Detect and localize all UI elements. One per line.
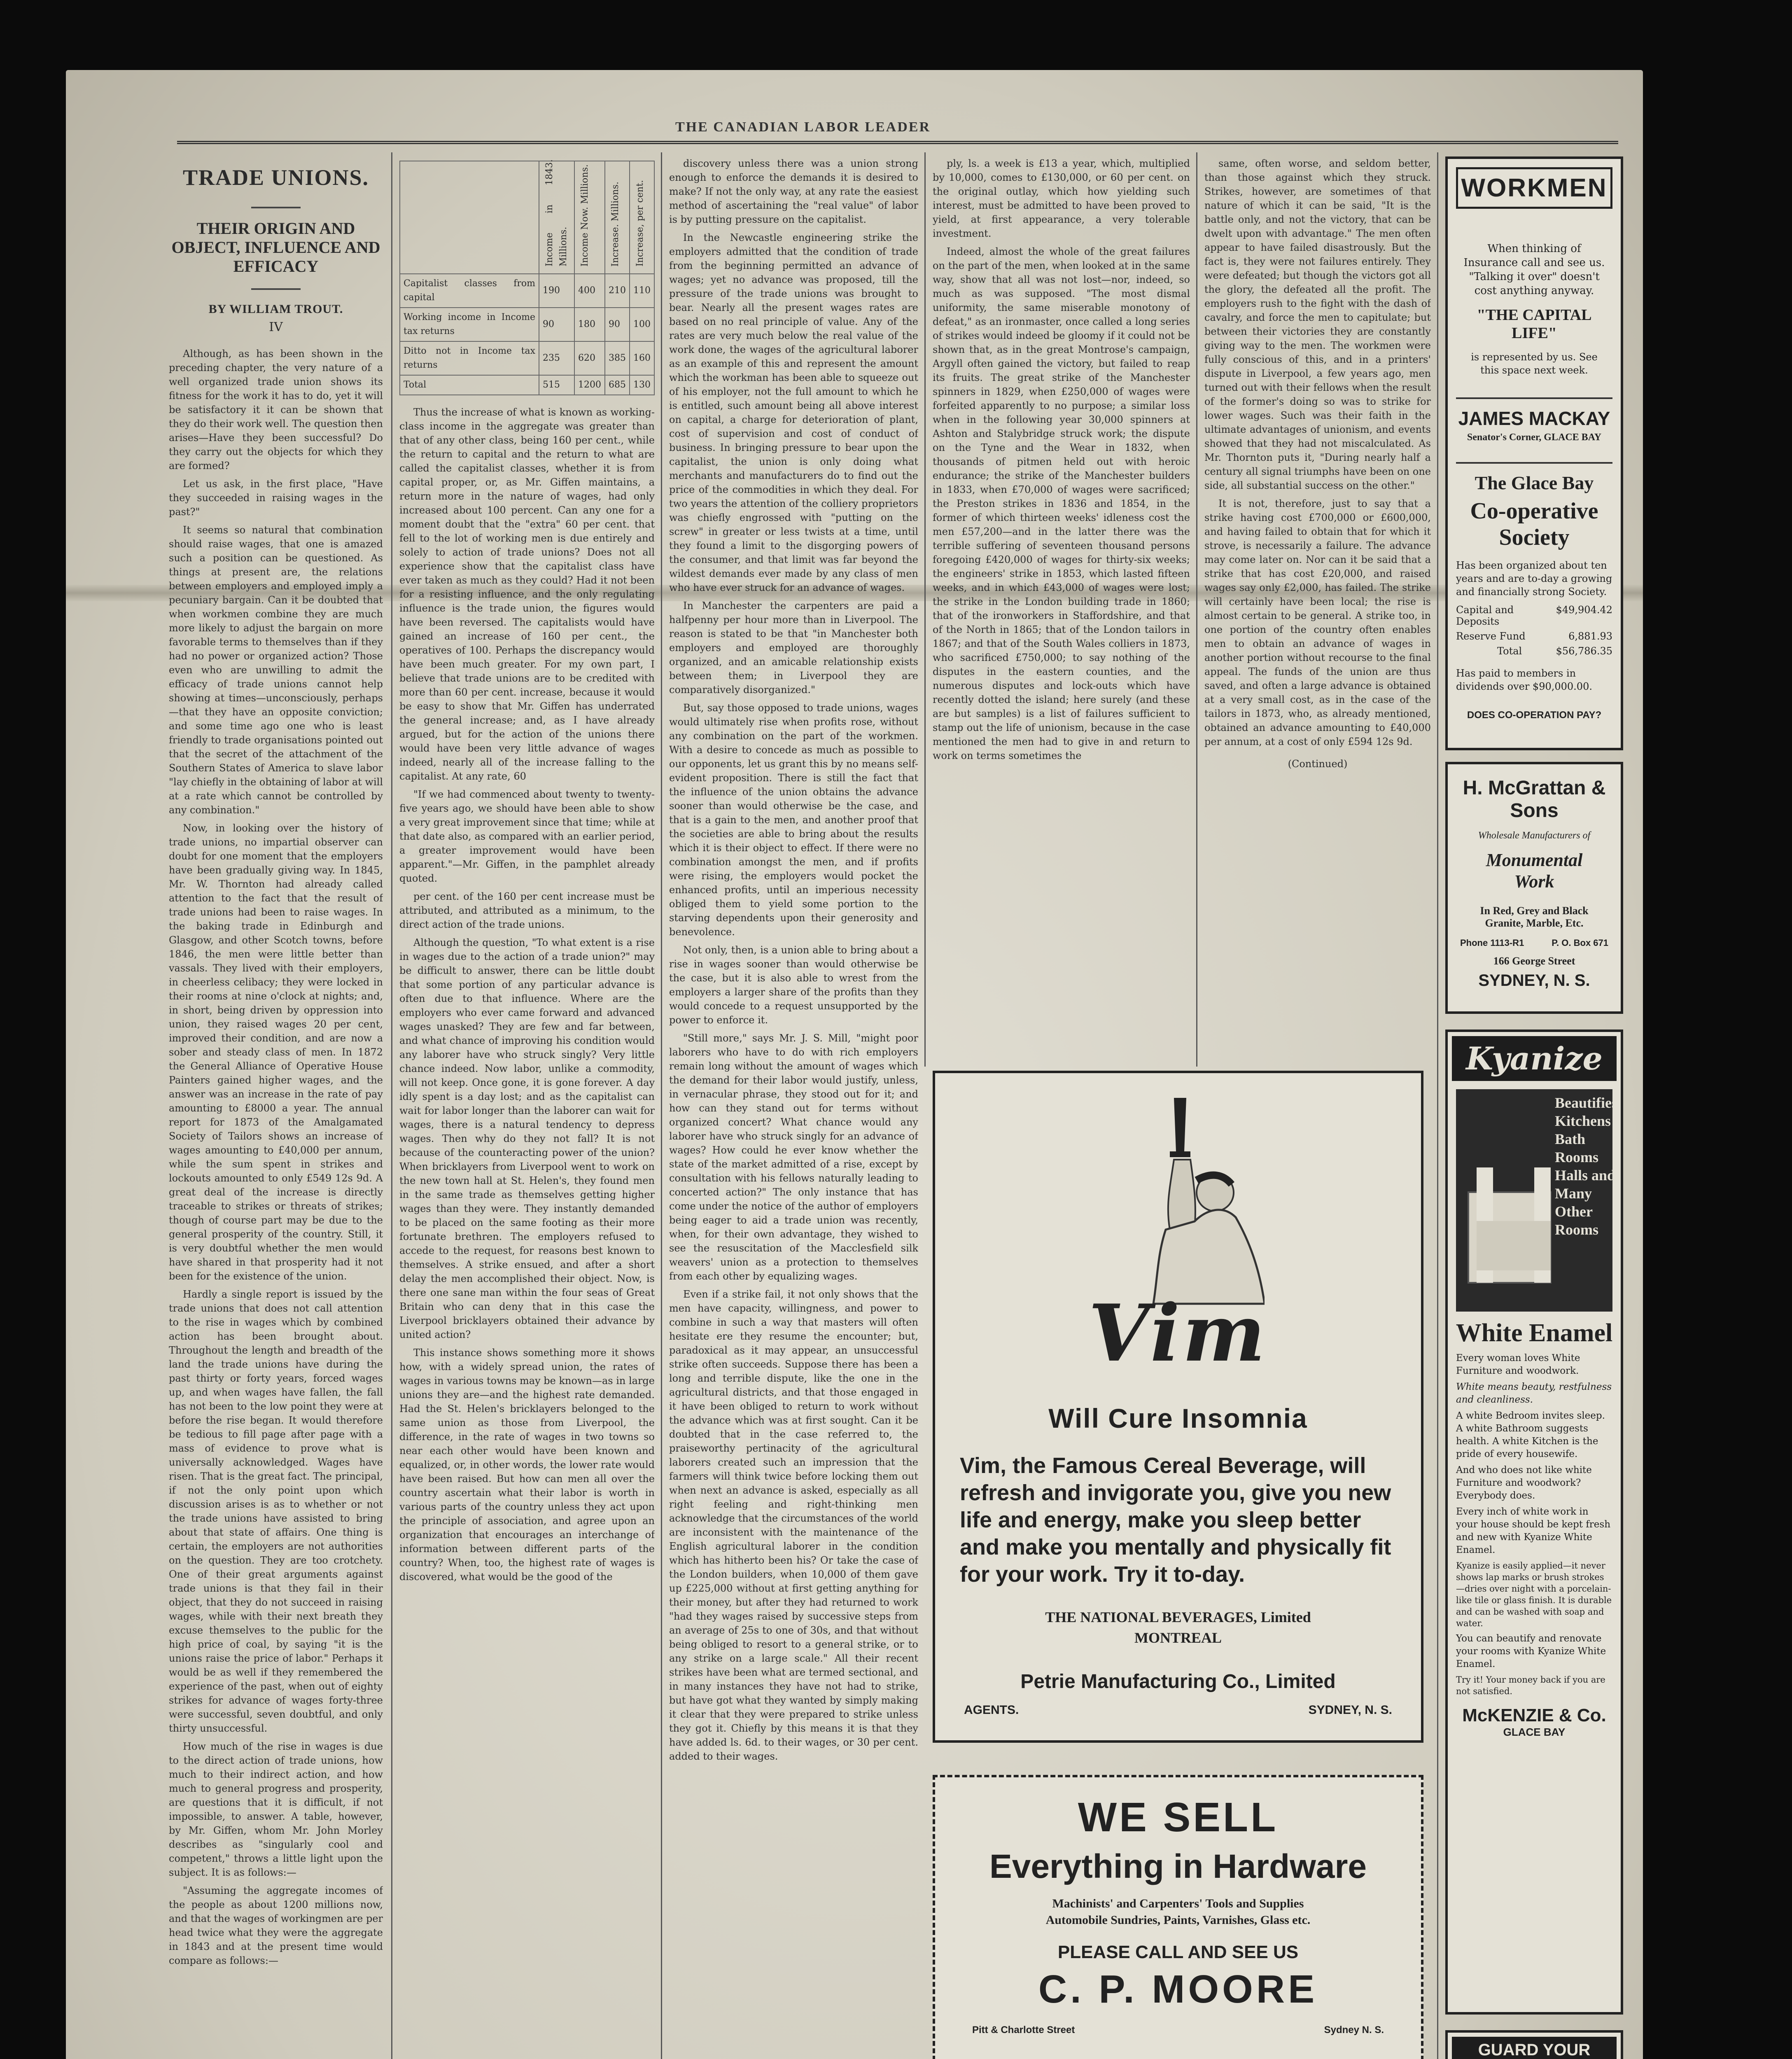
hardware-call: PLEASE CALL AND SEE US [1057, 1942, 1299, 1962]
kyanize-line: A white Bedroom invites sleep. A white Bathroom suggests health. A white Kitchen is the pride of every housewife. [1456, 1410, 1605, 1459]
paragraph: Not only, then, is a union able to bring about a rise in wages sooner than would otherwise be the case, but it is also able to wrest from the employers a larger share of the profits than they would concede to a request unsupported by the power to enforce it. [669, 944, 918, 1026]
mcgrattan-name: H. McGrattan & Sons [1463, 777, 1606, 822]
paragraph: Now, in looking over the history of trade unions, no impartial observer can doubt for one moment that the employers have been gradually giving way. In 1845, Mr. W. Thornton had already called attention to the fact that the result of trade unions had been to raise wages. In the baking trade in Edinburgh and Glasgow, and other Scotch towns, before 1846, the men were little better than vassals. They lived with their employers, in cheerless celibacy; they were locked in their rooms at nine o'clock at nights; and, in short, being driven by oppression into union, they raised wages 20 per cent, improved their condition, and are now a sober and steady class of men. In 1872 the General Alliance of Operative House Painters gained higher wages, and the answer was an increase in the rate of pay amounting to £8000 a year. The annual report for 1873 of the Amalgamated Society of Tailors shows an increase of wages amounting to £40,000 per annum, while the sum spent in strikes and lockouts amounted to only £549 12s 9d. A great deal of the increase is directly traceable to strikes or threats of strikes; though of course part may be due to the general prosperity of the country. Still, it is very doubtful whether the men would have shared in that prosperity had it not been for the existence of the union. [169, 822, 383, 1282]
table-header-row [400, 161, 654, 274]
kyanize-product: White Enamel [1456, 1319, 1613, 1347]
mcgrattan-product: Monumental Work [1486, 850, 1583, 892]
kyanize-line: Every inch of white work in your house should be kept fresh and new with Kyanize White Enamel. [1456, 1506, 1611, 1555]
coop-capital-value: $49,904.42 [1556, 604, 1612, 616]
optics-ad [1445, 2030, 1623, 2059]
hardware-title: WE SELL [1078, 1794, 1279, 1840]
table-cell: 180 [574, 308, 605, 341]
workmen-company: "THE CAPITAL LIFE" [1477, 306, 1592, 342]
coop-dividends: Has paid to members in dividends over $90,000.00. [1456, 668, 1592, 692]
paragraph: "If we had commenced about twenty to twenty-five years ago, we should have been able to show a very great improvement since that time; while at that date also, as compared with an earlier period, a greater improvement would have been apparent."—Mr. Giffen, in the pamphlet already quoted. [399, 789, 655, 884]
table-cell: 235 [539, 341, 574, 375]
article-title: TRADE UNIONS. [182, 165, 369, 190]
kyanize-logo: Kyanize [1452, 1036, 1617, 1081]
column-rule [661, 152, 662, 2059]
table-cell: 1200 [574, 375, 605, 395]
workmen-address: Senator's Corner, GLACE BAY [1467, 432, 1602, 443]
mcgrattan-street: 166 George Street [1493, 955, 1575, 967]
workmen-note: is represented by us. See this space next week. [1471, 351, 1598, 376]
coop-capital-row [1448, 602, 1621, 629]
mcgrattan-materials: In Red, Grey and Black Granite, Marble, Etc. [1480, 905, 1589, 929]
workmen-body: When thinking of Insurance call and see us. "Talking it over" doesn't cost anything anyway. [1463, 243, 1605, 297]
row-label: Ditto not in Income tax returns [400, 341, 539, 375]
article-subtitle: THEIR ORIGIN AND OBJECT, INFLUENCE AND EFFICACY [171, 219, 380, 275]
column-rule [1196, 152, 1197, 1067]
hardware-street: Pitt & Charlotte Street [972, 2024, 1075, 2036]
paragraph: Let us ask, in the first place, "Have they succeeded in raising wages in the past?" [169, 478, 383, 518]
mcgrattan-contact-row [1448, 934, 1621, 952]
vim-maker: THE NATIONAL BEVERAGES, Limited [1045, 1609, 1311, 1625]
paragraph: Thus the increase of what is known as working-class income in the aggregate was greater than that of any other class, being 160 per cent., while the return to capital and the return to what are called the capitalist classes, whether it is from capital proper, or, as Mr. Giffen maintains, a return more in the nature of wages, had only increased about 100 percent. Can any one for a moment doubt that the "extra" 60 per cent. that fell to the lot of working men is due entirely and solely to action of trade unions? Does not all experience show that the capitalist class have ever taken as much as they could? Had it not been for a resisting influence, and the only regulating influence is the trade union, the figures would have been reversed. The capitalists would have gained an increase of 160 per cent., the operatives of 100. Perhaps the discrepancy would have been much greater. For my own part, I believe that trade unions are to be credited with more than 60 per cent. increase, because it would be easy to show that Mr. Giffen has underrated the general increase; and, as I have already argued, but for the action of the unions there would have been very little advance of wages indeed, nearly all of the increase falling to the capitalist. At any rate, 60 [399, 406, 655, 782]
table-cell: 210 [605, 274, 630, 308]
kyanize-town: GLACE BAY [1503, 1726, 1566, 1738]
paragraph: But, say those opposed to trade unions, wages would ultimately rise when profits rose, without any combination on the part of the workmen. With a desire to concede as much as possible to our opponents, let us grant this by no means self-evident proposition. There is still the fact that the influence of the union obtains the advance sooner than would otherwise be the case, and that is a gain to the men, and another proof that the societies are able to bring about the results which it is their object to effect. If there were no combination amongst the men, and if profits were rising, the employers would pocket the enhanced profits, until an imperious necessity obliged them to yield some portion to the starving dependents upon their generosity and benevolence. [669, 702, 918, 938]
kyanize-line: Every woman loves White Furniture and woodwork. [1456, 1353, 1580, 1376]
table-header: Increase, per cent. [630, 161, 654, 274]
table-cell: 685 [605, 375, 630, 395]
hardware-city: Sydney N. S. [1324, 2024, 1384, 2036]
coop-reserve-value: 6,881.93 [1568, 630, 1612, 642]
continued-label: (Continued) [1288, 758, 1348, 770]
title-rule [251, 207, 301, 208]
paragraph: "Assuming the aggregate incomes of the people as about 1200 millions now, and that the wages of workingmen are per head twice what they were the aggregate in 1843 and at the present time would compare as follows:— [169, 1885, 383, 1966]
running-head: THE CANADIAN LABOR LEADER [675, 119, 931, 135]
hardware-line-1: Machinists' and Carpenters' Tools and Supplies [1052, 1897, 1304, 1910]
kyanize-line: And who does not like white Furniture and woodwork? Everybody does. [1456, 1465, 1592, 1501]
kyanize-line: You can beautify and renovate your rooms with Kyanize White Enamel. [1456, 1633, 1606, 1669]
vim-agent: Petrie Manufacturing Co., Limited [1020, 1671, 1336, 1692]
income-table [399, 161, 655, 395]
raised-arm-figure-illustration [1092, 1081, 1265, 1312]
vim-body: Vim, the Famous Cereal Beverage, will refresh and invigorate you, give you new life and energy, make you sleep better and make you mentally and physically fit for your work. Try it to-day. [960, 1453, 1391, 1587]
coop-question: DOES CO-OPERATION PAY? [1467, 710, 1602, 721]
article-part-number: IV [269, 320, 283, 334]
column-rule [391, 152, 392, 2059]
table-cell: 110 [630, 274, 654, 308]
vim-agents-label: AGENTS. [964, 1703, 1019, 1717]
mcgrattan-city: SYDNEY, N. S. [1478, 971, 1590, 990]
hardware-line-2: Automobile Sundries, Paints, Varnishes, Glass etc. [1045, 1913, 1311, 1927]
coop-total-value: $56,786.35 [1556, 645, 1612, 657]
mcgrattan-ad [1445, 762, 1623, 1014]
table-cell: 130 [630, 375, 654, 395]
row-label: Capitalist classes from capital [400, 274, 539, 308]
paragraph: How much of the rise in wages is due to the direct action of trade unions, how much to their indirect action, and how much to general progress and prosperity, are questions that it is difficult, if not impossible, to answer. A table, however, by Mr. Giffen, whom Mr. John Morley describes as "singularly cool and competent," throws a little light upon the subject. It is as follows:— [169, 1741, 383, 1878]
paragraph: Even if a strike fail, it not only shows that the men have capacity, willingness, and power to combine in such a way that masters will often hesitate ere they resume the encounter; but, paradoxical as it may appear, an unsuccessful strike often succeeds. Suppose there has been a long and terrible dispute, like the one in the agricultural districts, and that those engaged in it have been obliged to return to work without the advance which was at first sought. Can it be doubted that in the case referred to, the praiseworthy pertinacity of the agricultural laborers created such an impression that the farmers will think twice before locking them out when next an advance is asked, especially as all right feeling and right-thinking men acknowledge that the circumstances of the world are inconsistent with the maintenance of the English agricultural laborer in the condition which has hitherto been his? Or take the case of the London builders, when 10,000 of them gave up £225,000 without at first getting anything for their money, but after they had returned to work "had they wages raised by successive steps from an average of 25s to one of 30s, and that without being obliged to resort to a general strike, or to any strike on a large scale." All their recent strikes have been what are termed sectional, and in many instances they have not had to strike, but have got what they wanted by simply making it clear that they were prepared to strike unless they got it. Chiefly by this means it is that they have added ls. 6d. to their wages, or 30 per cent. added to their wages. [669, 1289, 918, 1762]
table-cell: 385 [605, 341, 630, 375]
kyanize-line: White means beauty, restfulness and cleanliness. [1456, 1382, 1612, 1405]
vim-agent-city: SYDNEY, N. S. [1308, 1703, 1392, 1717]
table-header: Increase. Millions. [605, 161, 630, 274]
kyanize-line: Kyanize is easily applied—it never shows lap marks or brush strokes—dries over night with a porcelain-like tile or glass finish. It is durable and can be washed with soap and water. [1456, 1561, 1612, 1628]
paragraph: In the Newcastle engineering strike the employers admitted that the condition of trade from the beginning permitted an advance of wages; yet no advance was proposed, till the pressure of the trade unions was brought to bear. Nearly all the present wages rates are based on no real principle of value. Any of the rates are very much below the real value of the work done, the wages of the agricultural laborer as an example of this and represent the amount which the workman has been able to squeeze out of his employer, not the full amount to which he is entitled, such amount being all above interest on capital, a charge for deterioration of plant, cost of supervision and cost of conduct of business. In bringing pressure to bear upon the capitalist, the union is only doing what merchants and manufacturers do to find out the price of the commodities in which they deal. For two years the attention of the colliery proprietors was chiefly engrossed with "putting on the screw" in greater or less twists at a time, until they found a limit to the disgorging powers of the consumer, and that limit was far beyond the wildest demands ever made by any class of men who have ever struck for an advance of wages. [669, 232, 918, 593]
paragraph: ply, ls. a week is £13 a year, which, multiplied by 10,000, comes to £130,000, or 60 per cent. on the original outlay, which how yielding such interest, must be admitted to have been proved to yield, at first appearance, a very tolerable investment. [933, 158, 1190, 239]
coop-title-2: Co-operative Society [1470, 498, 1598, 550]
coop-title-1: The Glace Bay [1475, 472, 1594, 493]
row-label: Working income in Income tax returns [400, 308, 539, 341]
coop-total-row [1448, 644, 1621, 658]
paragraph: discovery unless there was a union strong enough to enforce the demands it is desired to make? If not the only way, at any rate the easiest method of ascertaining the "real value" of labor is by putting pressure on the capitalist. [669, 158, 918, 225]
article-byline: BY WILLIAM TROUT. [208, 302, 343, 316]
paragraph: per cent. of the 160 per cent increase must be attributed, and attributed as a minimum, to the direct action of the trade unions. [399, 891, 655, 930]
table-cell: 400 [574, 274, 605, 308]
table-cell: 515 [539, 375, 574, 395]
paragraph: In Manchester the carpenters are paid a halfpenny per hour more than in Liverpool. The reason is stated to be that "in Manchester both employers and employed are thoroughly organized, and an amicable relationship exists between them; in Liverpool they are comparatively disorganized." [669, 600, 918, 696]
table-cell: 160 [630, 341, 654, 375]
table-header: Income Now. Millions. [574, 161, 605, 274]
table-header: Income in 1843. Millions. [539, 161, 574, 274]
vim-logo: Vim [1088, 1287, 1268, 1379]
coop-capital-label: Capital and Deposits [1456, 604, 1514, 627]
coop-body: Has been organized about ten years and are to-day a growing and financially strong Society. [1456, 560, 1612, 598]
vim-ad [933, 1071, 1423, 1743]
paragraph: This instance shows something more it shows how, with a widely spread union, the rates of wages in various towns may be known—as in large unions they are—and the highest rate demanded. Had the St. Helen's bricklayers belonged to the same union as those from Liverpool, the difference, in the rate of wages in two towns so near each other would have been known and equalized, or, in other words, the lower rate would have been raised. But how can men all over the country ascertain what their labor is worth in various parts of the country unless they act upon the principle of association, and agree upon an organization that encourages an interchange of information between different parts of the country? When, too, the highest rate of wages is discovered, what would be the good of the [399, 1347, 655, 1583]
newspaper-page [66, 70, 1643, 2059]
paragraph: same, often worse, and seldom better, than those against which they struck. Strikes, however, are sometimes of that nature of which it can be said, "It is the battle only, and not the victory, that can be dwelt upon with advantage." The men often appear to have failed disastrously. But the fact is, they were not failures entirely. They were defeated; but though the victors got all the glory, the defeated all the profit. The employers rush to the fight with the dash of cavalry, and force the men to capitulate; but between their victories they are constantly giving way to the men. The workmen were fully conscious of this, and in a printers' dispute in Liverpool, a few years ago, men turned out with their fellows when the result of the former's doing so was to strike for lower wages. Such was their faith in the ultimate advantages of unionism, and events showed that they had not miscalculated. As Mr. Thornton puts it, "During nearly half a century all signal triumphs have been on one side, all substantial success on the other." [1204, 158, 1431, 491]
article-column-5 [1204, 156, 1431, 1062]
table-corner [400, 161, 539, 274]
kyanize-dealer: McKENZIE & Co. [1462, 1705, 1606, 1725]
paragraph: Although the question, "To what extent is a rise in wages due to the action of a trade union?" may be difficult to answer, there can be little doubt that some portion of any particular advance is often due to that influence. Where are the employers who ever came forward and advanced wages unasked? They are few and far between, and what chance of improving his condition would any laborer have who struck singly? Very little chance indeed. Now labor, unlike a commodity, will not keep. Once gone, it is gone forever. A day idly spent is a day lost; and as the capitalist can wait for labor longer than the laborer can wait for wages, there is a natural tendency to depress wages. Then why do they not fall? It is not because of the counteracting power of the union? When bricklayers from Liverpool went to work on the new town hall at St. Helen's, they found men in the same trade as themselves getting higher wages than they were. They instantly demanded to be placed on the same footing as their more fortunate brethren. The employers refused to accede to the request, for reasons best known to themselves. A strike ensued, and after a short delay the men accomplished their object. Now, is there one sane man within the four seas of Great Britain who can deny that in this case the Liverpool bricklayers obtained their advance by united action? [399, 937, 655, 1340]
table-row [400, 375, 654, 395]
article-column-4 [933, 156, 1190, 1062]
hardware-store-name: C. P. MOORE [1038, 1967, 1318, 2011]
table-cell: 90 [605, 308, 630, 341]
hardware-ad [933, 1775, 1423, 2059]
table-cell: 620 [574, 341, 605, 375]
table-row [400, 274, 654, 308]
column-rule [1437, 152, 1438, 2059]
mcgrattan-box: P. O. Box 671 [1552, 938, 1608, 948]
paragraph: "Still more," says Mr. J. S. Mill, "might poor laborers who have to do with rich employers remain long without the amount of wages which the demand for their labor would justify, unless, in vernacular phrase, they stood out for it; and how can they stand out for terms without organized concert? What chance would any laborer have who struck singly for an advance of wages? How could he ever know whether the state of the market admitted of a rise, except by consultation with his fellows naturally leading to concerted action?" The only instance that has come under the notice of the author of employers being eager to aid a trade union was recently, when, for their own advantage, they wished to see the resuscitation of the Macclesfield silk weavers' union as a protection to themselves from each other by equalizing wages. [669, 1032, 918, 1282]
column-rule [924, 152, 926, 1067]
hardware-subtitle: Everything in Hardware [989, 1848, 1367, 1885]
subtitle-rule [251, 288, 301, 290]
workmen-ad [1445, 156, 1623, 750]
kyanize-line: Try it! Your money back if you are not satisfied. [1456, 1675, 1605, 1696]
article-column-1 [169, 156, 383, 2059]
top-rule [177, 141, 1618, 144]
table-cell: 190 [539, 274, 574, 308]
coop-total-label: Total [1497, 645, 1522, 657]
mcgrattan-line: Wholesale Manufacturers of [1478, 830, 1591, 841]
kyanize-ad [1445, 1030, 1623, 2015]
article-column-2 [399, 156, 655, 2059]
vim-headline: Will Cure Insomnia [1048, 1403, 1308, 1433]
table-row [400, 308, 654, 341]
coop-reserve-row [1448, 629, 1621, 644]
table-row [400, 341, 654, 375]
table-cell: 90 [539, 308, 574, 341]
kyanize-side-text: Beautifies Kitchens Bath Rooms Halls and Many Other Rooms [1555, 1095, 1617, 1238]
table-cell: 100 [630, 308, 654, 341]
article-column-3 [669, 156, 918, 2059]
paragraph: Indeed, almost the whole of the great failures on the part of the men, when looked at in the same way, show that all was not lost—nor, indeed, so much as was supposed. "The most dismal uniformity, the same miserable monotony of defeat," as an ironmaster, once called a long series of strikes would indeed be gloomy if it could not be shown that, as in the great Montrose's campaign, Argyll often gained the victory, but failed to reap its fruits. The great strike of the Manchester spinners in 1829, when £250,000 of wages were forfeited apparently to no purpose; a similar loss when in the following year 30,000 spinners at Ashton and Stalybridge struck work; the dispute on the Tyne and the Wear in 1832, when thousands of pitmen held out with heroic endurance; the strike of the Manchester builders in 1833, when £70,000 of wages were sacrificed; the Preston strikes in 1836 and 1854, in the former of which thirteen weeks' idleness cost the men £57,200—and in the latter there was the terrible suffering of seventeen thousand persons foregoing £420,000 of wages for thirty-six weeks; the engineers' strike in 1853, which lasted fifteen weeks, and in which £43,000 of wages were lost; the strike in the London building trade in 1860; that of the ironworkers in Staffordshire, and that of the North in 1865; that of the London tailors in 1867; and that of the South Wales colliers in 1873, who sacrificed £750,000; to say nothing of the disputes in the eastern counties, and the numerous disputes and lock-outs which have recently dotted the island; here surely (and these are but samples) is a list of failures sufficient to stamp out the life of unionism, because in the case mentioned the men had to give in and return to work on terms sometimes the [933, 246, 1190, 761]
paragraph: Although, as has been shown in the preceding chapter, the very nature of a well organized trade union shows its fitness for the work it has to do, yet it will be satisfactory it it can be shown that they do their work well. The question then arises—Have they been successful? Do they carry out the objects for which they are formed? [169, 348, 383, 472]
workmen-title: WORKMEN [1456, 167, 1612, 209]
vim-maker-city: MONTREAL [1134, 1629, 1222, 1646]
mcgrattan-phone: Phone 1113-R1 [1460, 938, 1524, 948]
coop-reserve-label: Reserve Fund [1456, 630, 1526, 642]
workmen-agent: JAMES MACKAY [1456, 397, 1612, 430]
paragraph: It is not, therefore, just to say that a strike having cost £700,000 or £600,000, and having failed to obtain that for which it strove, is necessarily a failure. The advance may come later on. Nor can it be said that a strike that has cost £20,000, and raised wages say only £2,000, has failed. The strike will certainly have been local; the rise is almost certain to be general. A strike too, in one portion of the country often enables men to obtain an advance of wages in another portion without recourse to the final appeal. The funds of the union are thus saved, and often a large advance is obtained at a very small cost, as in the case of the tailors in 1873, who, as already mentioned, obtained an advance amounting to £40,000 per annum, at a cost of only £594 12s 9d. [1204, 498, 1431, 747]
row-label: Total [400, 375, 539, 395]
optics-title: GUARD YOUR [1452, 2037, 1617, 2059]
paragraph: It seems so natural that combination should raise wages, that one is amazed such a position can be questioned. As things at present are, the relations between employers and employed imply a pecuniary bargain. Can it be doubted that when workmen combine they are much more likely to adjust the bargain on more favorable terms to themselves than if they had no power or organized action? Those even who are unwilling to admit the efficacy of trade unions cannot help showing at times—unconsciously, perhaps—that they have an opposite conviction; and some time ago one who is least friendly to trade organisations pointed out that the secret of the attachment of the Southern States of America to slave labor "lay chiefly in the obtaining of labor at will at a rate which cannot be controlled by any combination." [169, 524, 383, 816]
paragraph: Hardly a single report is issued by the trade unions that does not call attention to the rise in wages which by combined action has been brought about. Throughout the length and breadth of the land the trade unions have during the past thirty or forty years, forced wages up, and when wages have fallen, the fall has not been to the low point they were at before the rise began. It would therefore be tedious to fill page after page with a mass of evidence to prove what is universally acknowledged. Wages have risen. That is the great fact. The principal, if not the only point upon which discussion arises is as to whether or not the trade unions have assisted to bring about that state of affairs. One thing is certain, the employers are not authorities on the question. They are too crotchety. One of their great arguments against trade unions is that they fail in their object, that they do not succeed in raising wages, while with their next breath they excuse themselves to the public for the high price of coal, by saying "it is the unions raise the price of labor." Perhaps it would be as well if they remembered the experience of the past, when out of eighty strikes for advance of wages forty-three were successful, seven doubtful, and only thirty unsuccessful. [169, 1289, 383, 1734]
